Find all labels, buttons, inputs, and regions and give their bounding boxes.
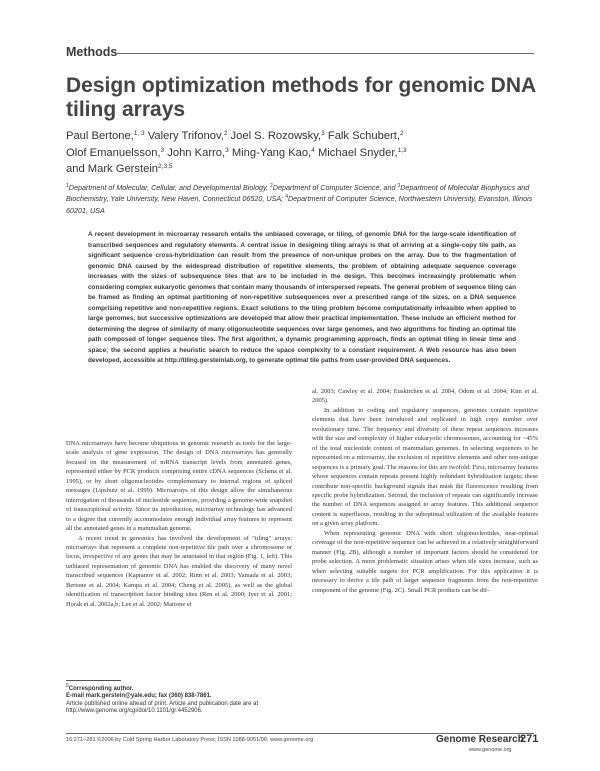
- footnote-divider: [66, 680, 121, 681]
- journal-name: Genome Research: [436, 734, 524, 745]
- abstract: A recent development in microarray research entails the unbiased coverage, or tiling, of genomic DNA for the large-scale identification of transcribed sequences and regulatory elements. A central issue in designing tiling arrays is that of arriving at a single-copy tile path, as significant sequence cross-hybridization can result from the presence of non-unique probes on the array. Due to the fragmentation of genomic DNA caused by the widespread distribution of repetitive elements, the problem of obtaining adequate sequence coverage increases with the sizes of subsequence tiles that are to be included in the design. This becomes increasingly problematic when considering complex eukaryotic genomes that contain many thousands of interspersed repeats. The general problem of sequence tiling can be framed as finding an optimal partitioning of non-repetitive subsequences over a prescribed range of tile sizes, on a DNA sequence comprising repetitive and non-repetitive regions. Exact solutions to the tiling problem become computationally infeasible when applied to large genomes, but successive optimizations are developed that allow their practical implementation. These include an efficient method for determining the degree of similarity of many oligonucleotide sequences over large genomes, and two algorithms for finding an optimal tile path composed of longer sequence tiles. The first algorithm, a dynamic programming approach, finds an optimal tiling in linear time and space; the second applies a heuristic search to reduce the space complexity to a constant requirement. A Web resource has also been developed, accessible at http://tiling.gersteinlab.org, to generate optimal tile paths from user-provided DNA sequences.: [88, 231, 516, 364]
- affiliations: $^1$Department of Molecular, Cellular, and Developmental Biology, $^2$Department of Computer Science, and $^3$Department of Molecular Biophysics and Biochemistry, Yale University, New Haven, Connecticut 06520, USA; $^4$Department of Computer Science, Northwestern University, Evanston, Illinois 60201, USA: [66, 183, 533, 215]
- author: Michael Snyder,$^{1,3}$: [317, 146, 407, 159]
- paragraph: When representing genomic DNA with short oligonucleotides, near-optimal coverage of the non-repetitive sequence can be achieved in a relatively straightforward manner (Fig. 2B), although a number of important factors should be considered for probe selection. A more problematic situation arises when tile sizes increase, such as when selecting suitable targets for PCR amplification. For this application it is necessary to derive a tile path of larger sequence fragments from the non-repetitive component of the genome (Fig. 2C). Small PCR products can be dif-: [312, 529, 538, 594]
- paragraph: al. 2003; Cawley et al. 2004; Euskirchen et al. 2004, Odom et al. 2004; Kim et al. 2005).: [312, 388, 538, 405]
- author: John Karro,$^3$: [167, 146, 229, 159]
- author: Olof Emanuelsson,$^3$: [66, 146, 165, 159]
- paragraph: DNA microarrays have become ubiquitous in genomic research as tools for the large-scale analysis of gene expression. The design of DNA microarrays has generally focused on the measurement of mRNA transcript levels from annotated genes, represented either by PCR products comprising entire cDNA sequences (Schena et al. 1995), or by short oligonucleotides complementary to internal regions of spliced messages (Lipshutz et al. 1999). Microarrays of this design allow the simultaneous interrogation of thousands of nucleotide sequences, providing a genome-wide snapshot of transcriptional activity. Since its introduction, microarray technology has advanced to a degree that currently accommodates enough individual array features to represent all the annotated genes in a mammalian genome.: [66, 440, 292, 533]
- footnote: $^5$Corresponding author. E-mail mark.gerstein@yale.edu; fax (360) 838-7861. Article published online ahead of print. Article and publication date are at http://www.genome.org/cgi/doi/10.1101/gr.4452906.: [66, 683, 259, 715]
- page-number: 271: [520, 733, 539, 745]
- article-title: Design optimization methods for genomic DNA tiling arrays: [66, 74, 536, 121]
- paragraph: In addition to coding and regulatory sequences, genomes contain repetitive elements that have been introduced and replicated in high copy number over evolutionary time. The frequency and diversity of these repeat sequences increases with the size and complexity of higher eukaryotic chromosomes, accounting for ~45% of the total nucleotide content of mammalian genomes. In selecting sequences to be represented on a microarray, the exclusion of repetitive elements and other non-unique sequences is a primary goal. The reasons for this are twofold: First, microarray features whose sequences contain repeats present highly redundant hybridization targets; these contribute non-specific background signals that mask the fluorescence resulting from specific probe hybridization. Second, the inclusion of repeats can significantly increase the number of DNA sequences assigned to array features. This additional sequence content is superfluous, resulting in the suboptimal utilization of the available features on a given array platform.: [312, 406, 538, 528]
- author: Ming-Yang Kao,$^4$: [231, 146, 315, 159]
- author: Joel S. Rozowsky,$^3$: [230, 130, 325, 142]
- author: Falk Schubert,$^2$: [327, 130, 404, 142]
- section-divider: [117, 53, 534, 54]
- author: and Mark Gerstein$^{2,3,5}$: [66, 163, 173, 175]
- body-column-left: [66, 439, 292, 675]
- author-list: [66, 128, 541, 178]
- footer-citation: 16:271–281 ©2006 by Cold Spring Harbor Laboratory Press; ISSN 1088-9051/06; www.genome.org: [66, 737, 314, 743]
- journal-url: www.genome.org: [469, 747, 512, 753]
- author: Valery Trifonov,$^2$: [147, 130, 228, 142]
- body-column-right: [312, 387, 538, 753]
- section-label: Methods: [66, 45, 118, 59]
- author: Paul Bertone,$^{1, 3}$: [66, 130, 145, 142]
- paragraph: A recent trend in genomics has involved the development of "tiling" arrays: microarrays that represent a complete non-repetitive tile path over a chromosome or locus, irrespective of any genes that may be annotated in that region (Fig. 1, left). This unbiased representation of genomic DNA has enabled the discovery of many novel transcribed sequences (Kapranov et al. 2002; Rinn et al. 2003; Yamada et al. 2003; Bertone et al. 2004; Kampa et al. 2004; Cheng et al. 2005), as well as the global identification of transcription factor binding sites (Ren et al. 2000; Iyer et al. 2001; Horak et al. 2002a,b; Lee et al. 2002; Martone et: [66, 534, 292, 608]
